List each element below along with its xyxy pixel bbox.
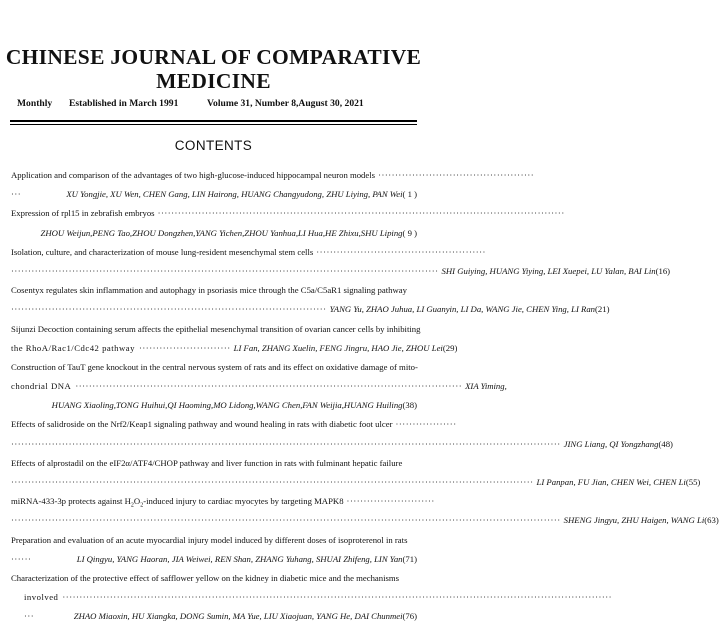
leader-dots: ··· xyxy=(11,189,22,200)
entry-authors: SHENG Jingyu, ZHU Haigen, WANG Li xyxy=(563,515,705,526)
toc-entry[interactable] xyxy=(11,358,507,416)
entry-page: (48) xyxy=(658,438,673,449)
entry-page: (71) xyxy=(402,553,417,564)
entry-title: Effects of salidroside on the Nrf2/Keap1 signaling pathway and wound healing in rats with diabetic foot ulcer xyxy=(11,419,393,430)
entry-title: Sijunzi Decoction containing serum affects the epithelial mesenchymal transition of ovarian cancer cells by inhibiting xyxy=(11,323,421,334)
toc-entry[interactable] xyxy=(11,243,671,281)
leader-dots: ·············································· xyxy=(378,170,535,180)
entry-authors: XU Yongjie, XU Wen, CHEN Gang, LIN Hairong, HUANG Changyudong, ZHU Liying, PAN Wei xyxy=(66,189,403,200)
toc-entry[interactable] xyxy=(11,454,701,492)
leader-dots: ······ xyxy=(11,553,32,564)
entry-authors: ZHOU Weijun,PENG Tao,ZHOU Dongzhen,YANG Yichen,ZHOU Yanhua,LI Hua,HE Zhixu,SHU Liping xyxy=(40,227,403,238)
entry-title: Isolation, culture, and characterization of mouse lung-resident mesenchymal stem cells xyxy=(11,246,314,257)
leader-dots: ··· xyxy=(24,611,35,622)
entry-authors: YANG Yu, ZHAO Juhua, LI Guanyin, LI Da, WANG Jie, CHEN Ying, LI Ran xyxy=(329,304,596,315)
entry-authors: LI Qingyu, YANG Haoran, JIA Weiwei, REN Shan, ZHANG Yuhang, SHUAI Zhifeng, LIN Yan xyxy=(76,553,403,564)
entry-title-continued: chondrial DNA xyxy=(11,381,72,392)
leader-dots: ·························································································································································· xyxy=(11,477,534,487)
entry-title-continued: the RhoA/Rac1/Cdc42 pathway xyxy=(11,342,136,353)
toc-entry[interactable] xyxy=(11,281,610,319)
issue-info xyxy=(17,98,417,112)
entry-title: miRNA-433-3p protects against $H_2O_2$-induced injury to cardiac myocytes by targeting MAPK8 xyxy=(11,496,344,509)
entry-title: Construction of TauT gene knockout in the central nervous system of rats and its effect on oxidative damage of mito- xyxy=(11,361,418,372)
leader-dots: ····························································································· xyxy=(11,304,327,315)
entry-authors: LI Panpan, FU Jian, CHEN Wei, CHEN Li xyxy=(536,477,686,487)
entry-authors: LI Fan, ZHANG Xuelin, FENG Jingru, HAO Jie, ZHOU Lei xyxy=(233,342,443,353)
toc-entry[interactable] xyxy=(11,492,719,530)
journal-title-line1: CHINESE JOURNAL OF COMPARATIVE xyxy=(5,45,422,69)
entry-title-continued: involved xyxy=(24,592,59,603)
entry-title: Expression of rpl15 in zebrafish embryos xyxy=(11,208,155,219)
entry-title: Characterization of the protective effect of safflower yellow on the kidney in diabetic mice and the mechanisms xyxy=(11,572,400,583)
leader-dots: ·················································································································· xyxy=(75,381,463,392)
entry-authors: ZHAO Miaoxin, HU Xiangka, DONG Sumin, MA Yue, LIU Xiaojuan, YANG He, DAI Chunmei xyxy=(73,611,403,622)
leader-dots: ·················· xyxy=(395,419,457,430)
entry-page: (63) xyxy=(704,515,719,526)
leader-dots: ························································································································ xyxy=(157,208,565,219)
header-rule-thick xyxy=(10,120,417,122)
toc-entry[interactable] xyxy=(11,531,417,569)
issue-number: Volume 31, Number 8,August 30, 2021 xyxy=(207,98,364,109)
entry-authors: XIA Yiming, xyxy=(465,381,507,392)
entry-title: Application and comparison of the advantages of two high-glucose-induced hippocampal neuron models xyxy=(11,170,376,180)
journal-title-line2: MEDICINE xyxy=(156,69,271,93)
entry-page: (21) xyxy=(595,304,610,315)
toc-entry[interactable] xyxy=(11,569,613,627)
header-rule-thin xyxy=(10,124,417,125)
entry-page: ( 9 ) xyxy=(402,227,417,238)
entry-page: (38) xyxy=(402,400,417,411)
leader-dots: ·················································· xyxy=(316,246,486,257)
leader-dots: ·························· xyxy=(346,496,435,507)
contents-heading: CONTENTS xyxy=(174,138,253,153)
entry-page: (76) xyxy=(402,611,417,622)
entry-page: (16) xyxy=(655,265,671,276)
entry-authors: JING Liang, QI Yongzhang xyxy=(563,438,659,449)
entry-title: Cosentyx regulates skin inflammation and autophagy in psoriasis mice through the C5a/C5aR1 signaling pathway xyxy=(11,285,407,296)
entry-page: (29) xyxy=(442,342,458,353)
entry-authors: HUANG Xiaoling,TONG Huihui,QI Haoming,MO Lidong,WANG Chen,FAN Weijia,HUANG Huiling xyxy=(51,400,403,411)
entry-page: ( 1 ) xyxy=(402,189,417,200)
leader-dots: ·································································································································································· xyxy=(11,438,561,449)
established: Established in March 1991 xyxy=(69,98,179,109)
toc-entry[interactable] xyxy=(11,320,458,358)
entry-title: Effects of alprostadil on the eIF2α/ATF4/CHOP pathway and liver function in rats with fulminant hepatic failure xyxy=(11,457,403,468)
leader-dots: ······························································································································ xyxy=(11,265,439,276)
table-of-contents xyxy=(11,166,719,627)
entry-page: (55) xyxy=(685,477,701,487)
entry-authors: SHI Guiying, HUANG Yiying, LEI Xuepei, LU Yalan, BAI Lin xyxy=(441,265,656,276)
toc-entry[interactable] xyxy=(11,415,673,453)
leader-dots: ··························· xyxy=(139,342,231,353)
frequency: Monthly xyxy=(17,98,53,109)
leader-dots: ·································································································································································· xyxy=(11,515,561,526)
entry-title: Preparation and evaluation of an acute myocardial injury model induced by different doses of isoproterenol in rats xyxy=(11,534,408,545)
toc-entry[interactable] xyxy=(11,166,535,204)
toc-entry[interactable] xyxy=(11,204,565,242)
leader-dots: ·································································································································································· xyxy=(62,592,613,603)
